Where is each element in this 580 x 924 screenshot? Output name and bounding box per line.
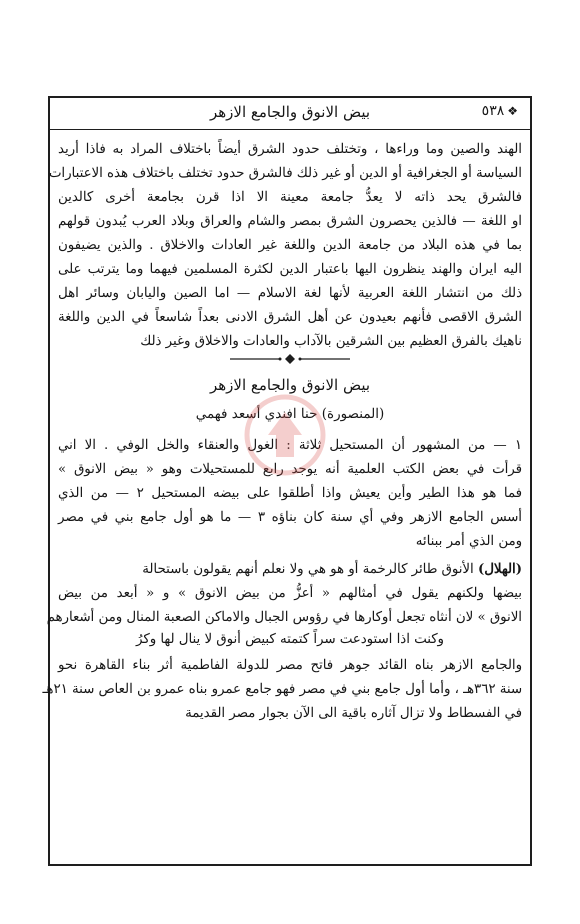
text-line: بيضها ولكنهم يقول في أمثالهم « أعزُّ من بيض الانوق » و « أبعد من بيض bbox=[58, 586, 522, 601]
text-line: ذلك من انتشار اللغة العربية لأنها لغة الاسلام — اما الصين واليابان وسائر اهل bbox=[58, 286, 522, 301]
text-line: بما في هذه البلاد من جامعة الدين واللغة غير العادات والاخلاق . والذين يضيفون bbox=[58, 238, 522, 253]
section-source: (المنصورة) حنا افندي أسعد فهمي bbox=[195, 406, 385, 422]
text-line: ومن الذي أمر ببنائه bbox=[415, 534, 522, 549]
page-header bbox=[50, 96, 530, 130]
answer-first-line: الأنوق طائر كالرخمة أو هو هي ولا نعلم أنهم يقولون باستحالة bbox=[142, 562, 474, 577]
text-line: فالشرق يحد ذاته لا يعدُّ جامعة معينة الا اذا قرن بجامعة أخرى كالدين bbox=[58, 190, 522, 205]
text-line: في الفسطاط ولا تزال آثاره باقية الى الآن بجوار مصر القديمة bbox=[185, 706, 522, 721]
section-heading: بيض الانوق والجامع الازهر bbox=[209, 376, 371, 394]
answer-label: (الهلال) bbox=[477, 562, 522, 577]
text-line: سنة ٣٦٢هـ ، وأما أول جامع بني في مصر فهو جامع عمرو بناه عمرو بن العاص سنة ٢١هـ bbox=[42, 682, 522, 697]
text-line: قرأت في بعض الكتب العلمية أنه يوجد رابع للمستحيلات وهو « بيض الانوق » bbox=[58, 462, 522, 477]
ornament-icon: ❖ bbox=[507, 104, 518, 118]
text-line: الانوق » لان أنثاه تجعل أوكارها في رؤوس الجبال والاماكن الصعبة المنال ومن أشعارهم bbox=[46, 610, 522, 625]
text-line: ١ — من المشهور أن المستحيل ثلاثة : الغول والعنقاء والخل الوفي . الا اني bbox=[58, 438, 522, 453]
page-number-text: ٥٣٨ bbox=[481, 103, 505, 119]
text-line: الهند والصين وما وراءها ، وتختلف حدود الشرق أيضاً باختلاف المراد به فاذا أريد bbox=[58, 142, 522, 157]
running-title: بيض الانوق والجامع الازهر bbox=[209, 103, 371, 121]
text-line: السياسة أو الجغرافية أو الدين أو غير ذلك فالشرق حدود تختلف باختلاف هذه الاعتبارات bbox=[48, 166, 522, 181]
text-line bbox=[58, 560, 522, 580]
text-line: او اللغة — فالذين يحصرون الشرق بمصر والشام والعراق وبلاد العرب يُبدون قولهم bbox=[58, 214, 522, 229]
text-line: والجامع الازهر بناه القائد جوهر فاتح مصر للدولة الفاطمية أثر بناء القاهرة نحو bbox=[58, 658, 522, 673]
text-line: ناهيك بالفرق العظيم بين الشرقين بالآداب والعادات والاخلاق وغير ذلك bbox=[140, 334, 522, 349]
section-divider bbox=[228, 354, 352, 364]
text-line: أسس الجامع الازهر وفي أي سنة كان بناؤه ٣ — ما هو أول جامع بني في مصر bbox=[58, 510, 522, 525]
poetry-verse: وكنت اذا استودعت سراً كتمته كبيض أنوق لا ينال لها وكرُ bbox=[136, 632, 444, 647]
text-line: فما هو هذا الطير وأين يعيش واذا أطلقوا على بيضه المستحيل ٢ — من الذي bbox=[58, 486, 522, 501]
text-line: اليه ايران والهند ينظرون اليها باعتبار الدين لكثرة المسلمين فيهما وما يترتب على bbox=[58, 262, 522, 277]
text-line: الشرق الاقصى فأنهم بعيدون عن أهل الشرق الادنى بعداً شاسعاً في الدين واللغة bbox=[58, 310, 522, 325]
